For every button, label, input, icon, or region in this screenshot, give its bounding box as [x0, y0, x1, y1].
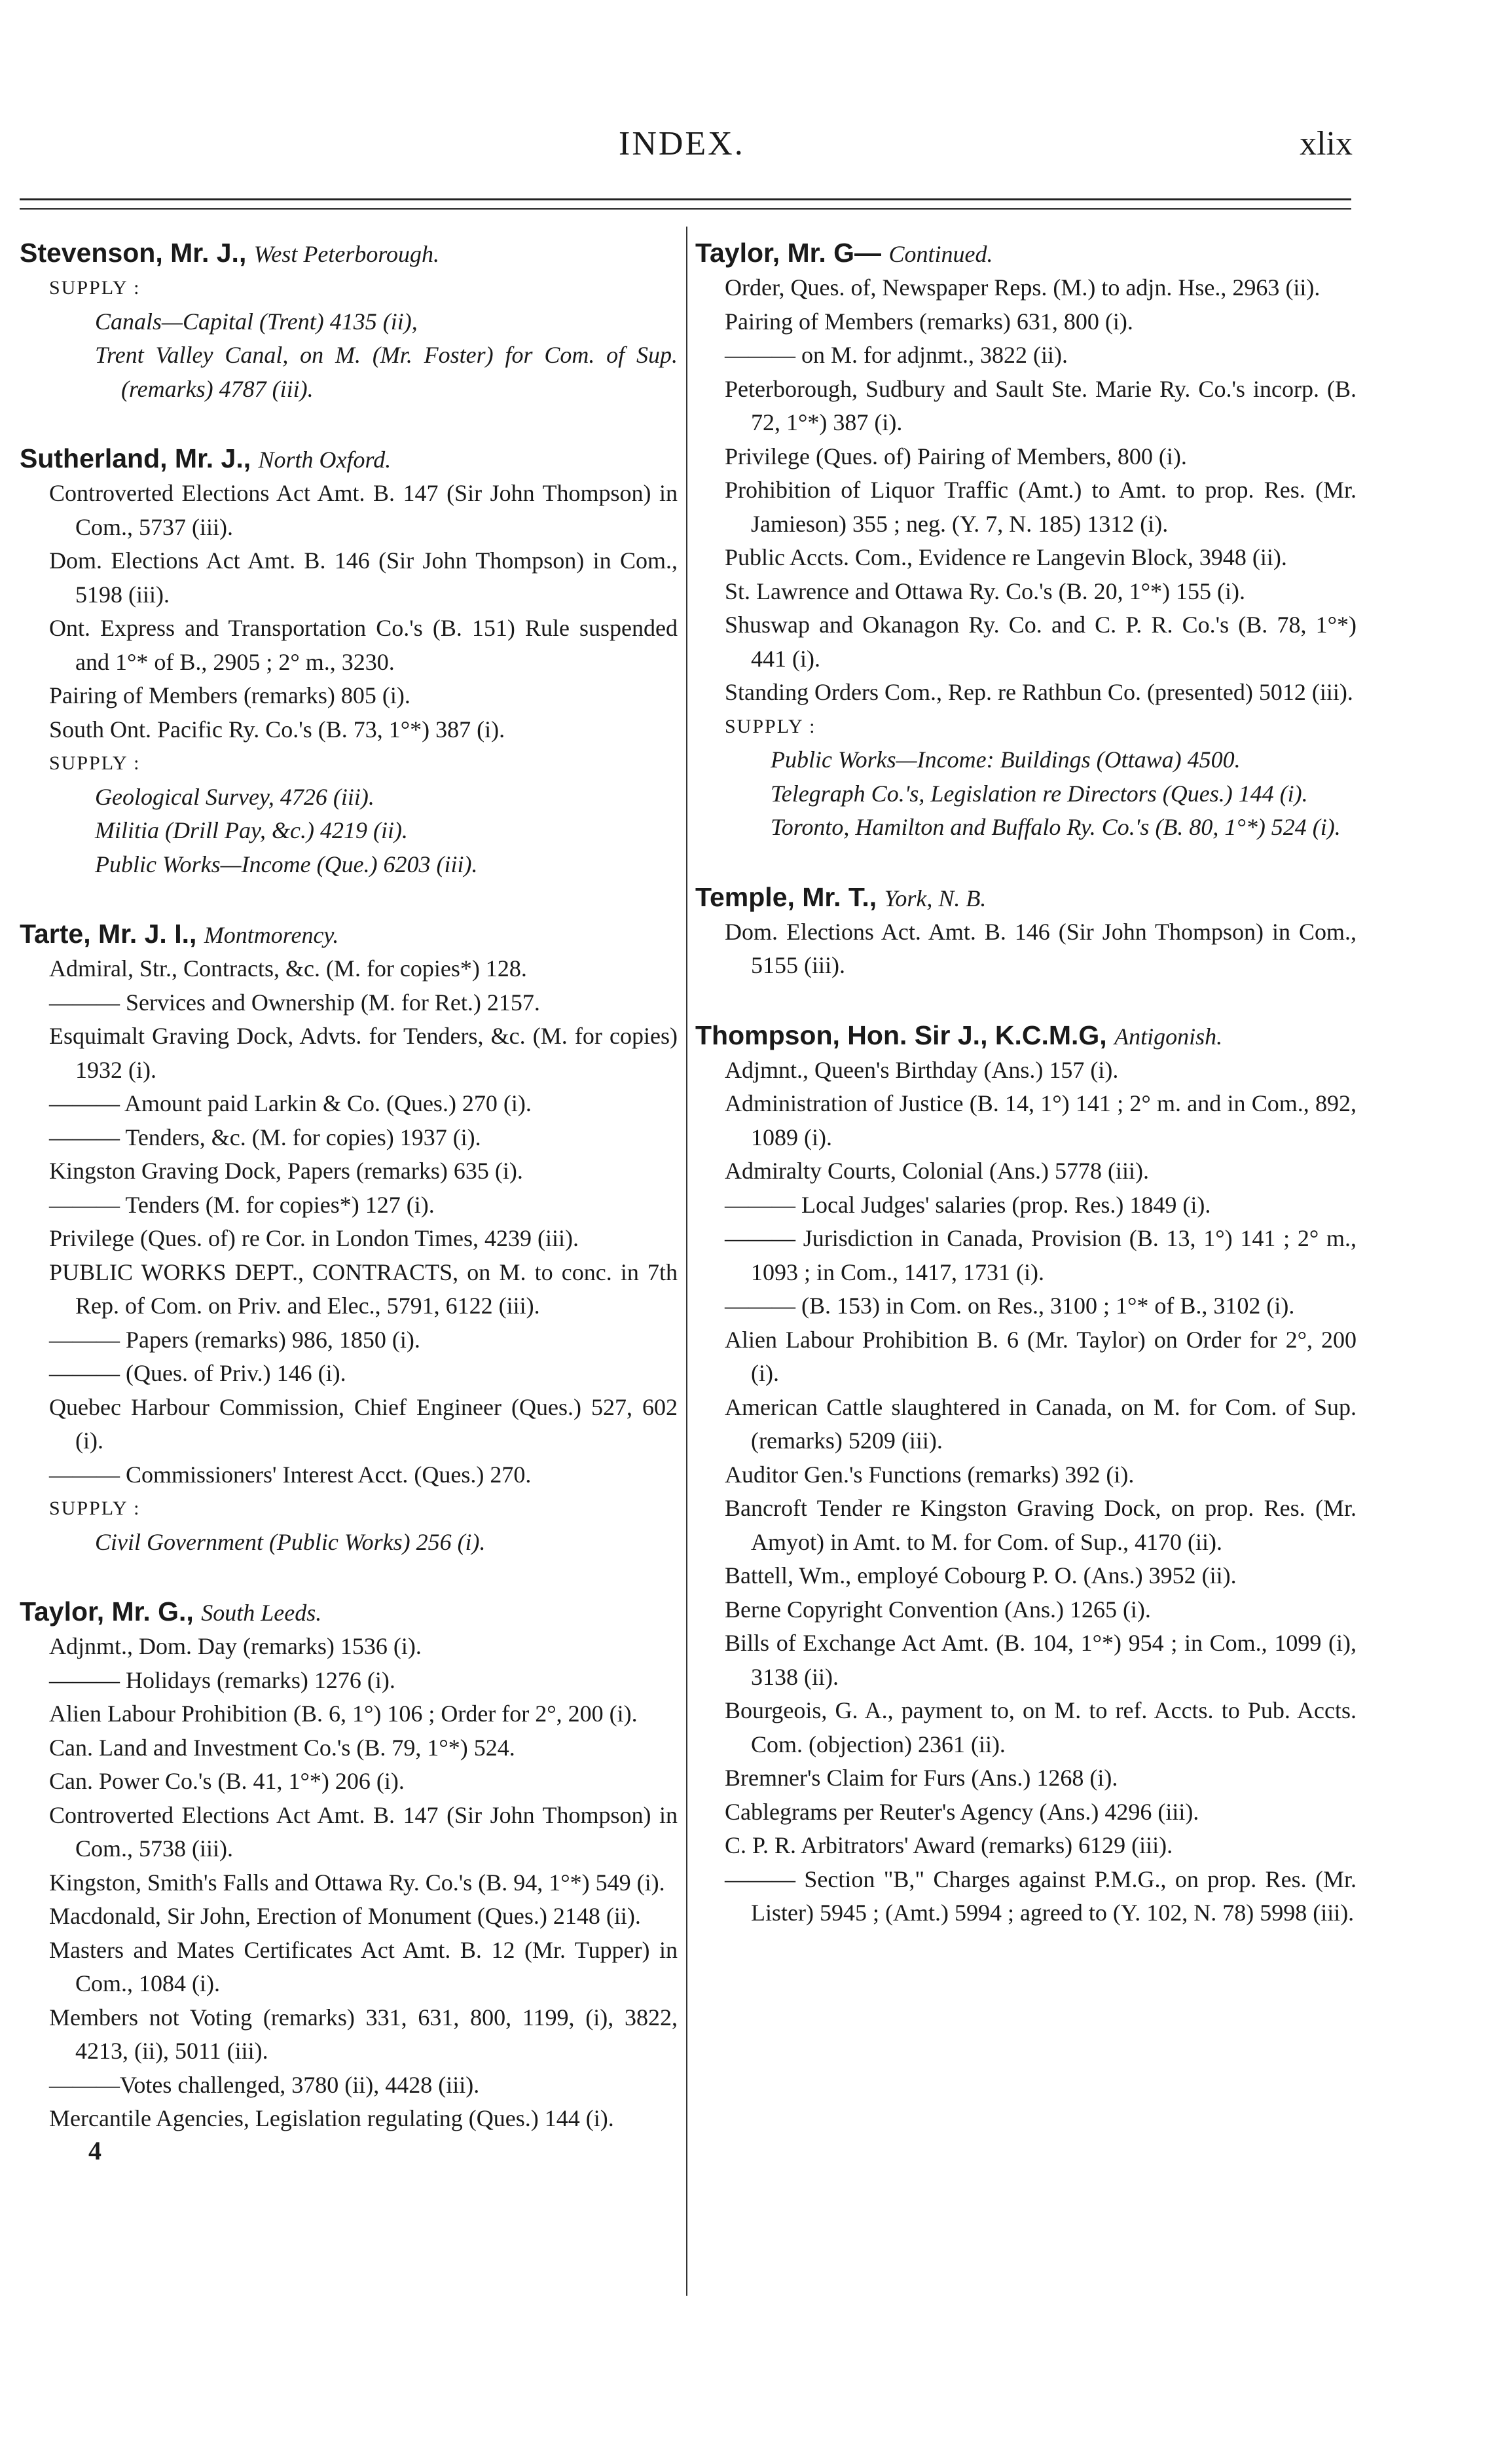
index-line: ——— (B. 153) in Com. on Res., 3100 ; 1°* of B., 3102 (i). [725, 1293, 1295, 1319]
index-line: Privilege (Ques. of) Pairing of Members, 800 (i). [725, 443, 1187, 469]
index-line: Bancroft Tender re Kingston Graving Dock, on prop. Res. (Mr. Amyot) in Amt. to M. for Com. of Sup., 4170 (ii). [725, 1495, 1357, 1555]
index-line: Pairing of Members (remarks) 631, 800 (i). [725, 308, 1133, 335]
index-line: Admiralty Courts, Colonial (Ans.) 5778 (iii). [725, 1158, 1149, 1184]
index-line: Geological Survey, 4726 (iii). [95, 783, 374, 810]
index-line: Masters and Mates Certificates Act Amt. B. 12 (Mr. Tupper) in Com., 1084 (i). [49, 1936, 678, 1996]
index-line: American Cattle slaughtered in Canada, on M. for Com. of Sup. (remarks) 5209 (iii). [725, 1393, 1357, 1454]
entry-heading [20, 917, 678, 952]
index-line: Macdonald, Sir John, Erection of Monument (Ques.) 2148 (ii). [49, 1903, 641, 1929]
index-line: SUPPLY : [49, 277, 141, 299]
index-line: Order, Ques. of, Newspaper Reps. (M.) to adjn. Hse., 2963 (ii). [725, 274, 1321, 301]
member-name: Taylor, Mr. G., [20, 1596, 194, 1627]
index-line: Bills of Exchange Act Amt. (B. 104, 1°*) 954 ; in Com., 1099 (i), 3138 (ii). [725, 1630, 1357, 1690]
index-line: Alien Labour Prohibition B. 6 (Mr. Taylor) on Order for 2°, 200 (i). [725, 1326, 1357, 1386]
constituency: North Oxford. [258, 447, 392, 473]
constituency: Continued. [888, 241, 993, 267]
entry-heading [20, 1594, 678, 1630]
index-line: Public Accts. Com., Evidence re Langevin Block, 3948 (ii). [725, 544, 1287, 570]
member-name: Sutherland, Mr. J., [20, 443, 251, 473]
index-line: Mercantile Agencies, Legislation regulating (Ques.) 144 (i). [49, 2105, 614, 2131]
index-entry [695, 1018, 1357, 1930]
member-name: Thompson, Hon. Sir J., K.C.M.G, [695, 1020, 1107, 1050]
index-line: ——— Tenders (M. for copies*) 127 (i). [49, 1191, 435, 1218]
index-line: PUBLIC WORKS DEPT., CONTRACTS, on M. to conc. in 7th Rep. of Com. on Priv. and Elec., 5791, 6122 (iii). [49, 1259, 678, 1319]
index-line: Dom. Elections Act Amt. B. 146 (Sir John Thompson) in Com., 5198 (iii). [49, 547, 678, 608]
member-name: Taylor, Mr. G— [695, 238, 882, 268]
index-line: ——— Local Judges' salaries (prop. Res.) 1849 (i). [725, 1191, 1211, 1218]
index-line: Adjnmt., Dom. Day (remarks) 1536 (i). [49, 1633, 422, 1659]
column-divider [686, 227, 687, 2296]
index-line: ——— Jurisdiction in Canada, Provision (B. 13, 1°) 141 ; 2° m., 1093 ; in Com., 1417, 1731 (i). [725, 1225, 1357, 1285]
index-line: ——— Commissioners' Interest Acct. (Ques.) 270. [49, 1461, 532, 1488]
header-title: INDEX. [619, 125, 745, 162]
index-line: Bremner's Claim for Furs (Ans.) 1268 (i). [725, 1765, 1118, 1791]
index-line: Alien Labour Prohibition (B. 6, 1°) 106 ; Order for 2°, 200 (i). [49, 1701, 638, 1727]
page-header [0, 124, 1494, 177]
index-line: Bourgeois, G. A., payment to, on M. to ref. Accts. to Pub. Accts. Com. (objection) 2361 (ii). [725, 1697, 1357, 1757]
entry-heading [20, 441, 678, 477]
member-name: Tarte, Mr. J. I., [20, 919, 197, 949]
index-line: Standing Orders Com., Rep. re Rathbun Co. (presented) 5012 (iii). [725, 679, 1353, 705]
member-name: Temple, Mr. T., [695, 881, 877, 912]
index-line: Esquimalt Graving Dock, Advts. for Tenders, &c. (M. for copies) 1932 (i). [49, 1023, 678, 1083]
index-line: Prohibition of Liquor Traffic (Amt.) to Amt. to prop. Res. (Mr. Jamieson) 355 ; neg. (Y. 7, N. 185) 1312 (i). [725, 477, 1357, 537]
constituency: West Peterborough. [253, 241, 440, 267]
index-line: Toronto, Hamilton and Buffalo Ry. Co.'s (B. 80, 1°*) 524 (i). [771, 814, 1341, 840]
index-entry [20, 1594, 678, 2136]
index-line: SUPPLY : [49, 752, 141, 774]
index-line: Canals—Capital (Trent) 4135 (ii), [95, 308, 418, 335]
index-entry [20, 917, 678, 1559]
index-line: Admiral, Str., Contracts, &c. (M. for copies*) 128. [49, 955, 527, 982]
constituency: Antigonish. [1114, 1023, 1223, 1050]
index-line: ——— Tenders, &c. (M. for copies) 1937 (i). [49, 1124, 481, 1150]
constituency: South Leeds. [201, 1600, 322, 1626]
index-line: Kingston, Smith's Falls and Ottawa Ry. Co.'s (B. 94, 1°*) 549 (i). [49, 1869, 665, 1896]
header-rule-top [20, 198, 1351, 200]
entry-heading [695, 1018, 1357, 1054]
index-line: ——— Amount paid Larkin & Co. (Ques.) 270 (i). [49, 1090, 532, 1116]
index-line: Adjmnt., Queen's Birthday (Ans.) 157 (i). [725, 1056, 1119, 1083]
index-line: Controverted Elections Act Amt. B. 147 (Sir John Thompson) in Com., 5738 (iii). [49, 1801, 678, 1862]
index-line: Can. Land and Investment Co.'s (B. 79, 1°*) 524. [49, 1734, 515, 1761]
index-line: Dom. Elections Act. Amt. B. 146 (Sir John Thompson) in Com., 5155 (iii). [725, 918, 1357, 978]
index-line: SUPPLY : [725, 715, 816, 737]
entry-heading [695, 880, 1357, 915]
index-line: Telegraph Co.'s, Legislation re Directors (Ques.) 144 (i). [771, 780, 1308, 807]
index-line: Shuswap and Okanagon Ry. Co. and C. P. R. Co.'s (B. 78, 1°*) 441 (i). [725, 612, 1357, 672]
index-line: ——— Papers (remarks) 986, 1850 (i). [49, 1326, 420, 1353]
constituency: Montmorency. [204, 922, 339, 948]
index-line: Trent Valley Canal, on M. (Mr. Foster) for Com. of Sup. (remarks) 4787 (iii). [95, 342, 678, 402]
index-line: St. Lawrence and Ottawa Ry. Co.'s (B. 20, 1°*) 155 (i). [725, 578, 1245, 604]
signature-mark: 4 [88, 2135, 101, 2165]
index-line: Civil Government (Public Works) 256 (i). [95, 1528, 486, 1555]
index-entry [20, 441, 678, 881]
index-line: Members not Voting (remarks) 331, 631, 800, 1199, (i), 3822, 4213, (ii), 5011 (iii). [49, 2004, 678, 2064]
index-entry [695, 880, 1357, 983]
index-entry [695, 236, 1357, 845]
right-column [695, 236, 1357, 1966]
index-line: Peterborough, Sudbury and Sault Ste. Marie Ry. Co.'s incorp. (B. 72, 1°*) 387 (i). [725, 375, 1357, 435]
index-line: Public Works—Income: Buildings (Ottawa) 4500. [771, 746, 1241, 773]
index-line: Battell, Wm., employé Cobourg P. O. (Ans.) 3952 (ii). [725, 1562, 1237, 1589]
index-line: ——— (Ques. of Priv.) 146 (i). [49, 1360, 346, 1386]
index-line: Administration of Justice (B. 14, 1°) 141 ; 2° m. and in Com., 892, 1089 (i). [725, 1090, 1357, 1150]
index-line: Can. Power Co.'s (B. 41, 1°*) 206 (i). [49, 1768, 405, 1794]
index-line: Cablegrams per Reuter's Agency (Ans.) 4296 (iii). [725, 1798, 1199, 1825]
left-column [20, 236, 678, 2166]
index-line: Auditor Gen.'s Functions (remarks) 392 (i). [725, 1461, 1135, 1488]
index-line: ——— on M. for adjnmt., 3822 (ii). [725, 342, 1068, 368]
member-name: Stevenson, Mr. J., [20, 238, 247, 268]
index-line: ——— Services and Ownership (M. for Ret.) 2157. [49, 989, 540, 1016]
index-line: Pairing of Members (remarks) 805 (i). [49, 682, 410, 708]
index-line: Berne Copyright Convention (Ans.) 1265 (i). [725, 1596, 1151, 1623]
constituency: York, N. B. [884, 885, 987, 911]
index-line: Ont. Express and Transportation Co.'s (B. 151) Rule suspended and 1°* of B., 2905 ; 2° m., 3230. [49, 615, 678, 675]
index-line: ——— Section "B," Charges against P.M.G., on prop. Res. (Mr. Lister) 5945 ; (Amt.) 5994 ; agreed to (Y. 102, N. 78) 5998 (iii). [725, 1866, 1357, 1926]
index-line: Public Works—Income (Que.) 6203 (iii). [95, 851, 478, 877]
index-line: ——— Holidays (remarks) 1276 (i). [49, 1666, 395, 1693]
entry-heading [695, 236, 1357, 271]
index-line: Quebec Harbour Commission, Chief Engineer (Ques.) 527, 602 (i). [49, 1393, 678, 1454]
index-line: Militia (Drill Pay, &c.) 4219 (ii). [95, 817, 408, 843]
index-line: ———Votes challenged, 3780 (ii), 4428 (iii). [49, 2071, 480, 2098]
index-line: South Ont. Pacific Ry. Co.'s (B. 73, 1°*) 387 (i). [49, 716, 505, 743]
index-entry [20, 236, 678, 406]
index-line: Privilege (Ques. of) re Cor. in London Times, 4239 (iii). [49, 1225, 579, 1251]
index-line: C. P. R. Arbitrators' Award (remarks) 6129 (iii). [725, 1832, 1173, 1858]
index-line: Controverted Elections Act Amt. B. 147 (Sir John Thompson) in Com., 5737 (iii). [49, 480, 678, 540]
index-line: Kingston Graving Dock, Papers (remarks) 635 (i). [49, 1158, 523, 1184]
index-line: SUPPLY : [49, 1498, 141, 1519]
page-number: xlix [1300, 125, 1353, 162]
header-rule-bottom [20, 208, 1351, 210]
entry-heading [20, 236, 678, 271]
